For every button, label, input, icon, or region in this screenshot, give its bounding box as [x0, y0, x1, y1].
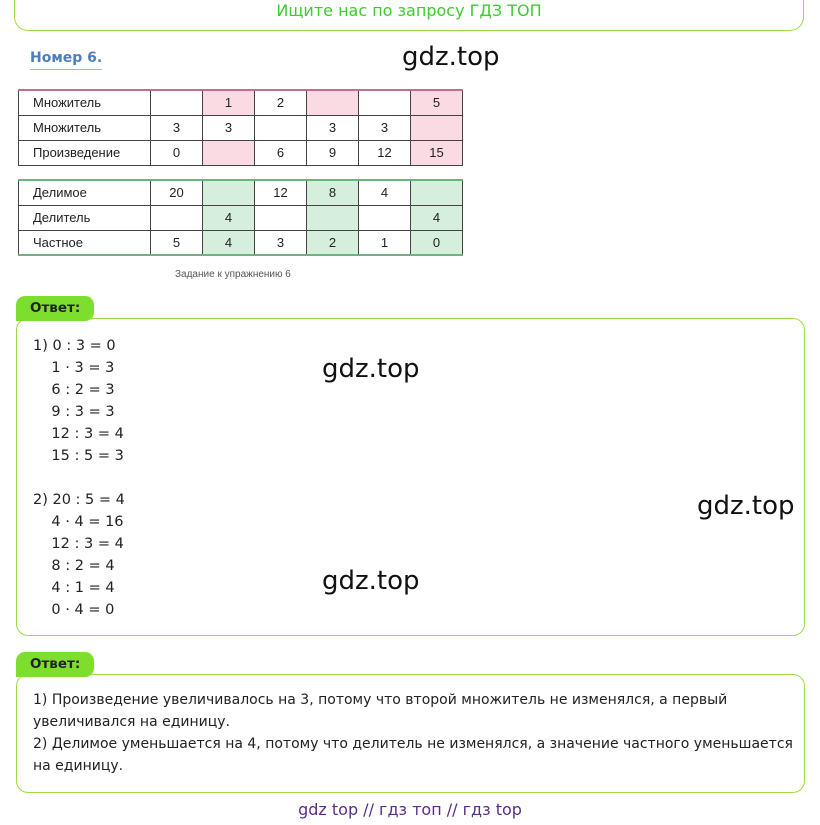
- table-cell: [411, 180, 463, 205]
- table-cell: 1: [359, 230, 411, 255]
- table-cell: 3: [359, 115, 411, 140]
- table-cell: 5: [151, 230, 203, 255]
- explanation-2: 2) Делимое уменьшается на 4, потому что делитель не изменялся, а значение частного уменьшается на единицу.: [33, 736, 793, 774]
- table-row: [19, 115, 463, 140]
- table-cell: 2: [307, 230, 359, 255]
- answer-line: 12 : 3 = 4: [33, 536, 124, 552]
- table-row: [19, 90, 463, 115]
- answer-line: 8 : 2 = 4: [33, 558, 115, 574]
- table-cell: 4: [359, 180, 411, 205]
- answer-line: 12 : 3 = 4: [33, 426, 124, 442]
- table-cell: [203, 180, 255, 205]
- footer-links[interactable]: gdz top // гдз топ // гдз top: [298, 800, 522, 819]
- answer-label: Ответ:: [16, 296, 94, 321]
- watermark: gdz.top: [697, 491, 795, 521]
- table-cell: 8: [307, 180, 359, 205]
- exercise-number-link[interactable]: Номер 6.: [30, 50, 102, 70]
- table-cell: 3: [151, 115, 203, 140]
- table-cell: 3: [203, 115, 255, 140]
- row-label: Множитель: [19, 90, 151, 115]
- table-cell: [255, 115, 307, 140]
- answer-line: 4 : 1 = 4: [33, 580, 115, 596]
- row-label: Частное: [19, 230, 151, 255]
- table-row: [19, 180, 463, 205]
- answer-line: [33, 467, 125, 489]
- watermark: gdz.top: [322, 354, 420, 384]
- table-cell: [203, 140, 255, 165]
- table-cell: 0: [411, 230, 463, 255]
- table-row: [19, 230, 463, 255]
- table-cell: [151, 205, 203, 230]
- row-label: Делимое: [19, 180, 151, 205]
- answer-line: 6 : 2 = 3: [33, 382, 115, 398]
- search-banner[interactable]: [14, 0, 804, 31]
- table-cell: 5: [411, 90, 463, 115]
- division-table: [18, 179, 463, 256]
- search-banner-text: Ищите нас по запросу ГДЗ ТОП: [276, 1, 542, 20]
- answer-line: 0 · 4 = 0: [33, 602, 115, 618]
- watermark: gdz.top: [402, 42, 500, 72]
- row-label: Произведение: [19, 140, 151, 165]
- row-label: Множитель: [19, 115, 151, 140]
- table-cell: 20: [151, 180, 203, 205]
- answer-line: 2) 20 : 5 = 4: [33, 492, 125, 508]
- answer-line: 4 · 4 = 16: [33, 514, 124, 530]
- answer-box-2: [16, 674, 805, 793]
- table-cell: 9: [307, 140, 359, 165]
- table-cell: 3: [255, 230, 307, 255]
- explanation-1: 1) Произведение увеличивалось на 3, потому что второй множитель не изменялся, а первый увеличивался на единицу.: [33, 692, 728, 730]
- table-cell: 0: [151, 140, 203, 165]
- table-cell: 4: [411, 205, 463, 230]
- watermark: gdz.top: [322, 566, 420, 596]
- table-row: [19, 140, 463, 165]
- table-cell: [307, 205, 359, 230]
- answer-label: Ответ:: [16, 652, 94, 677]
- answer-line: 15 : 5 = 3: [33, 448, 124, 464]
- answer-1-lines: [33, 335, 125, 621]
- table-row: [19, 205, 463, 230]
- table-cell: [359, 90, 411, 115]
- answer-line: 1 · 3 = 3: [33, 360, 115, 376]
- table-cell: 6: [255, 140, 307, 165]
- table-cell: 3: [307, 115, 359, 140]
- table-cell: 1: [203, 90, 255, 115]
- table-cell: 12: [359, 140, 411, 165]
- table-cell: 2: [255, 90, 307, 115]
- table-cell: 4: [203, 205, 255, 230]
- table-cell: [151, 90, 203, 115]
- answer-line: 1) 0 : 3 = 0: [33, 338, 116, 354]
- table-cell: [359, 205, 411, 230]
- multiplication-table: [18, 89, 463, 166]
- table-caption: Задание к упражнению 6: [175, 269, 291, 280]
- table-cell: 4: [203, 230, 255, 255]
- table-cell: [255, 205, 307, 230]
- table-cell: [307, 90, 359, 115]
- table-cell: 15: [411, 140, 463, 165]
- table-cell: [411, 115, 463, 140]
- row-label: Делитель: [19, 205, 151, 230]
- answer-2-text: [33, 689, 793, 777]
- answer-line: 9 : 3 = 3: [33, 404, 115, 420]
- table-cell: 12: [255, 180, 307, 205]
